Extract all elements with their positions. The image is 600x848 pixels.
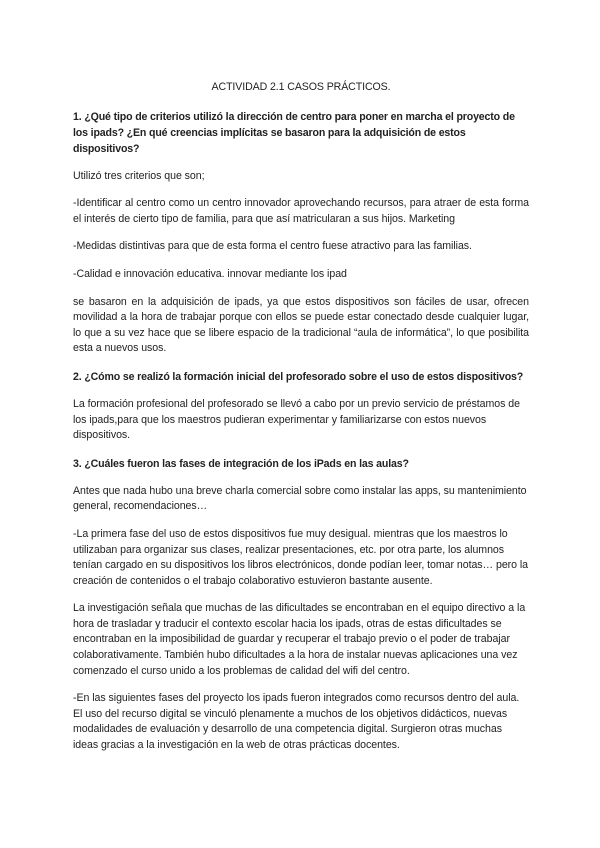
answer-1-paragraph-1: Utilizó tres criterios que son;: [73, 169, 205, 182]
answer-1-paragraph-5: se basaron en la adquisición de ipads, ya que estos dispositivos son fáciles de usar, ofrecen movilidad a la hora de trabajar porque con ellos se puede estar conectado desde cualquier lugar, lo que a su vez hace que se libere espacio de la tradicional “aula de informática”, lo que posibilita esta a nuevos usos.: [73, 295, 529, 355]
document-title: ACTIVIDAD 2.1 CASOS PRÁCTICOS.: [211, 81, 391, 93]
answer-1-paragraph-2: -Identificar al centro como un centro innovador aprovechando recursos, para atraer de esta forma el interés de cierto tipo de familia, para que así matricularan a sus hijos. Marketing: [73, 197, 529, 225]
document-body: [73, 80, 529, 766]
answer-3-paragraph-1: Antes que nada hubo una breve charla comercial sobre como instalar las apps, su mantenimiento general, recomendaciones…: [73, 484, 527, 513]
question-1: 1. ¿Qué tipo de criterios utilizó la dirección de centro para poner en marcha el proyecto de los ipads? ¿En qué creencias implícitas se basaron para la adquisición de estos dispositivos?: [73, 110, 515, 155]
answer-3-paragraph-2: -La primera fase del uso de estos dispositivos fue muy desigual. mientras que los maestros lo utilizaban para organizar sus clases, realizar presentaciones, etc. por otra parte, los alumnos tenían cargado en su dispositivos los libros electrónicos, donde podían leer, tomar notas… pero la creación de contenidos o el trabajo colaborativo estuvieron bastante ausente.: [73, 527, 529, 587]
answer-1-paragraph-3: -Medidas distintivas para que de esta forma el centro fuese atractivo para las familias.: [73, 240, 472, 253]
question-2: 2. ¿Cómo se realizó la formación inicial del profesorado sobre el uso de estos dispositivos?: [73, 370, 524, 383]
answer-3-paragraph-4: -En las siguientes fases del proyecto los ipads fueron integrados como recursos dentro del aula. El uso del recurso digital se vinculó plenamente a muchos de los objetivos didácticos, nuevas modalidades de evaluación y desarrollo de una competencia digital. Surgieron otras muchas ideas gracias a la investigación en la web de otras prácticas docentes.: [73, 692, 520, 752]
question-3: 3. ¿Cuáles fueron las fases de integración de los iPads en las aulas?: [73, 457, 409, 470]
answer-3-paragraph-3: La investigación señala que muchas de las dificultades se encontraban en el equipo directivo a la hora de trasladar y traducir el contexto escolar hacia los ipads, otras de estas dificultades se encontraban en la imposibilidad de guardar y recuperar el trabajo previo o el poder de trabajar colaborativamente. También hubo dificultades a la hora de instalar nuevas aplicaciones una vez comenzado el curso unido a los problemas de calidad del wifi del centro.: [73, 602, 526, 677]
answer-1-paragraph-4: -Calidad e innovación educativa. innovar mediante los ipad: [73, 267, 347, 280]
answer-2-paragraph-1: La formación profesional del profesorado se llevó a cabo por un previo servicio de préstamos de los ipads,para que los maestros pudieran experimentar y familiarizarse con estos nuevos dispositivos.: [73, 397, 520, 442]
